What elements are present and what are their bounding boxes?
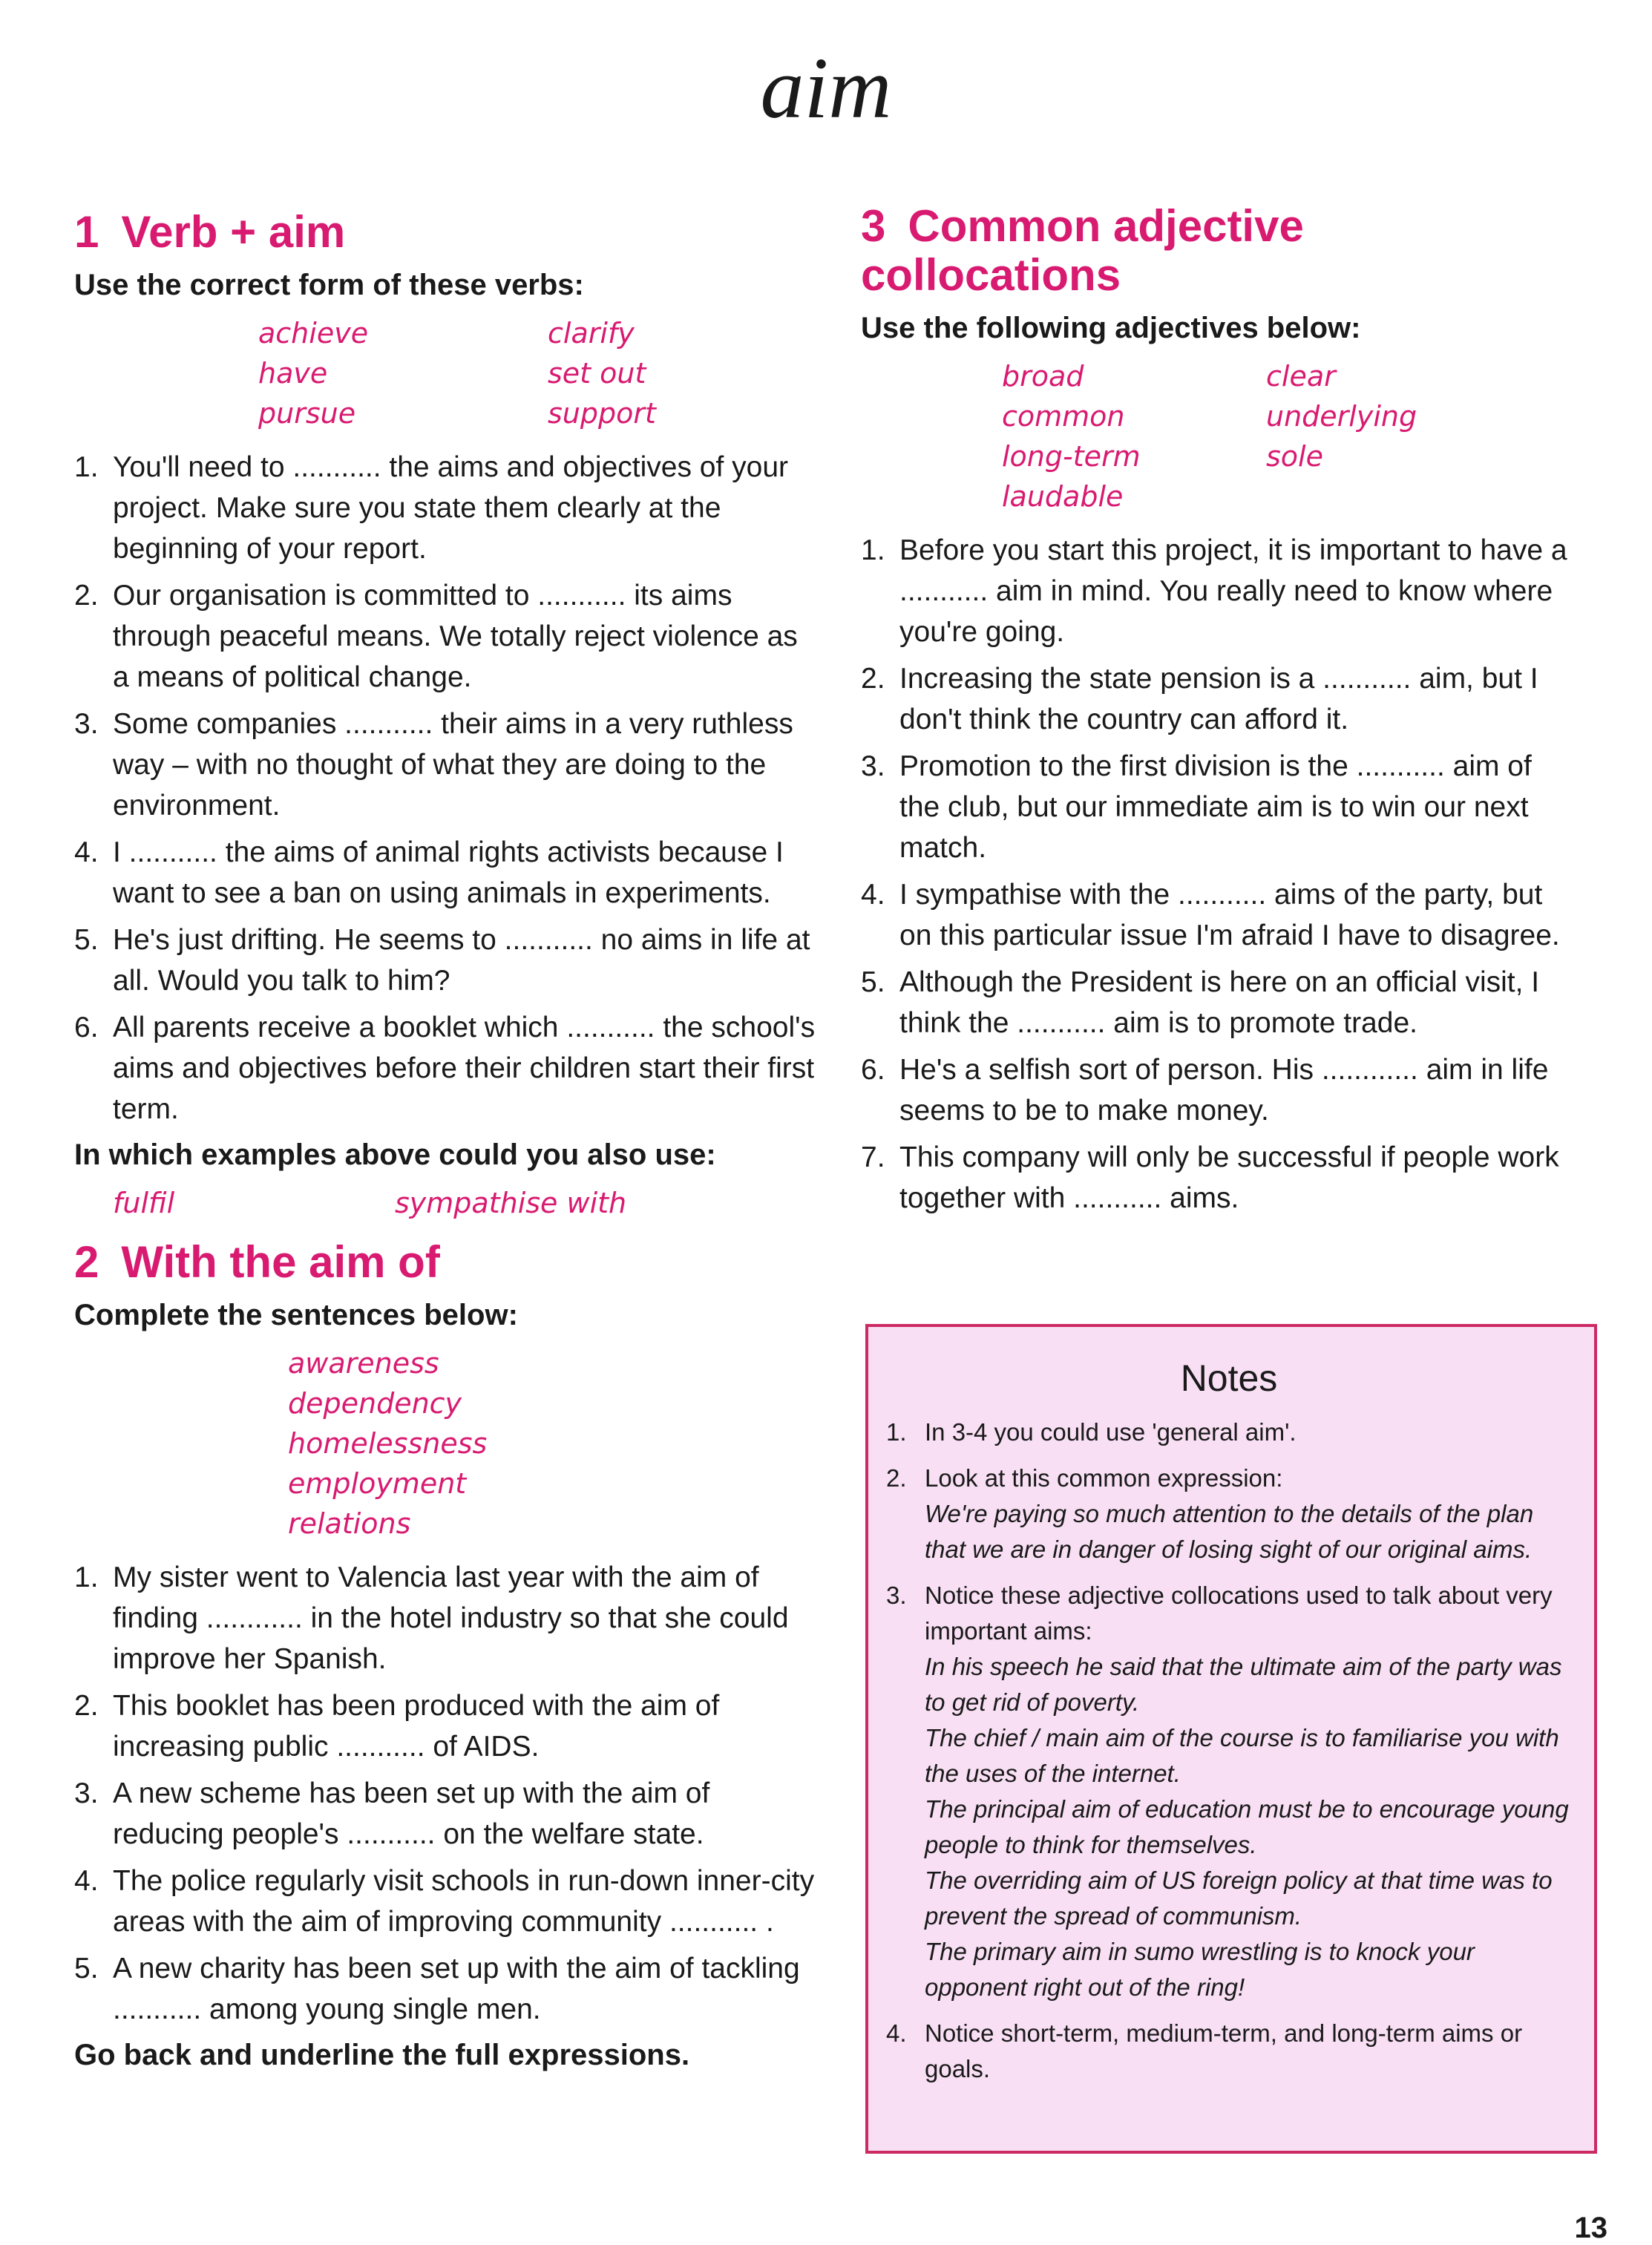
item-number: 5. <box>74 1953 99 1985</box>
page-title: aim <box>760 39 892 137</box>
extra-question: In which examples above could you also use: <box>74 1138 716 1171</box>
section-instruction: Use the following adjectives below: <box>861 312 1361 344</box>
section-verb-aim <box>74 208 816 1223</box>
item-number: 1. <box>861 534 885 566</box>
exercise-item <box>74 920 816 1001</box>
item-number: 1. <box>74 1561 99 1593</box>
exercise-item <box>74 1007 816 1130</box>
page-number: 13 <box>1574 2212 1607 2244</box>
section-1-heading <box>74 208 816 257</box>
section-title: Verb + aim <box>121 207 346 257</box>
note-example: The chief / main aim of the course is to familiarise you with the uses of the internet. <box>925 1724 1559 1787</box>
right-column <box>861 202 1573 1225</box>
word-bank <box>288 1343 816 1544</box>
item-text: You'll need to ........... the aims and objectives of your project. Make sure you state them clearly at the beginning of your report. <box>113 451 789 565</box>
item-number: 2. <box>74 580 99 612</box>
exercise-item <box>861 962 1573 1043</box>
item-number: 5. <box>861 966 885 998</box>
item-number: 3. <box>886 1582 907 1609</box>
note-item <box>886 1578 1572 2005</box>
word-bank-item: relations <box>288 1507 411 1540</box>
item-text: He's just drifting. He seems to ........... no aims in life at all. Would you talk to him? <box>113 924 810 997</box>
exercise-item <box>861 658 1573 740</box>
extra-word-bank <box>113 1183 816 1223</box>
item-number: 4. <box>74 836 99 868</box>
left-column <box>74 208 816 2083</box>
item-number: 5. <box>74 924 99 956</box>
section-instruction: Use the correct form of these verbs: <box>74 269 584 301</box>
note-text: Notice short-term, medium-term, and long-term aims or goals. <box>925 2019 1523 2082</box>
exercise-item <box>74 1773 816 1855</box>
note-item <box>886 2016 1572 2087</box>
closing-instruction: Go back and underline the full expressions. <box>74 2039 690 2071</box>
note-text: Notice these adjective collocations used to talk about very important aims: <box>925 1582 1553 1645</box>
item-number: 4. <box>886 2019 907 2047</box>
word-bank-item: have <box>258 357 328 390</box>
item-text: I ........... the aims of animal rights activists because I want to see a ban on using animals in experiments. <box>113 836 784 909</box>
item-text: Our organisation is committed to ........... its aims through peaceful means. We totally reject violence as a means of political change. <box>113 580 798 693</box>
exercise-item <box>74 575 816 698</box>
item-number: 6. <box>74 1012 99 1043</box>
word-bank-item: laudable <box>1002 480 1124 513</box>
exercise-item <box>861 1049 1573 1131</box>
word-bank-item: sole <box>1266 440 1323 473</box>
section-title: Common adjective collocations <box>861 201 1304 300</box>
item-number: 4. <box>74 1865 99 1897</box>
word-bank-item: clarify <box>548 317 635 350</box>
item-text: Increasing the state pension is a ........... aim, but I don't think the country can afford it. <box>899 663 1538 735</box>
exercise-list <box>861 530 1573 1219</box>
item-text: This company will only be successful if people work together with ........... aims. <box>899 1141 1559 1214</box>
note-example: We're paying so much attention to the details of the plan that we are in danger of losing sight of our original aims. <box>925 1500 1534 1563</box>
item-number: 4. <box>861 879 885 911</box>
note-example: The principal aim of education must be to encourage young people to think for themselves. <box>925 1795 1569 1858</box>
item-text: Promotion to the first division is the ........... aim of the club, but our immediate aim is to win our next match. <box>899 750 1532 864</box>
item-text: A new charity has been set up with the aim of tackling ........... among young single men. <box>113 1953 800 2025</box>
item-text: I sympathise with the ........... aims of the party, but on this particular issue I'm afraid I have to disagree. <box>899 879 1560 951</box>
note-text: In 3-4 you could use 'general aim'. <box>925 1418 1297 1446</box>
item-text: All parents receive a booklet which ........... the school's aims and objectives before their children start their first term. <box>113 1012 816 1125</box>
item-text: Although the President is here on an official visit, I think the ........... aim is to promote trade. <box>899 966 1540 1039</box>
exercise-list <box>74 447 816 1130</box>
exercise-item <box>74 447 816 569</box>
word-bank-item: common <box>1002 400 1125 433</box>
section-title: With the aim of <box>121 1237 440 1287</box>
item-text: This booklet has been produced with the aim of increasing public ........... of AIDS. <box>113 1690 720 1763</box>
item-number: 1. <box>74 451 99 483</box>
item-number: 2. <box>74 1690 99 1722</box>
item-number: 2. <box>886 1464 907 1492</box>
item-number: 7. <box>861 1141 885 1173</box>
word-bank-item: employment <box>288 1467 467 1500</box>
exercise-item <box>74 1685 816 1767</box>
exercise-item <box>74 832 816 914</box>
item-text: My sister went to Valencia last year with the aim of finding ............ in the hotel industry so that she could improve her Spanish. <box>113 1561 789 1675</box>
section-2-heading <box>74 1238 816 1287</box>
exercise-item <box>74 1861 816 1942</box>
item-text: He's a selfish sort of person. His ............ aim in life seems to be to make money. <box>899 1054 1549 1127</box>
section-3-heading <box>861 202 1573 300</box>
item-number: 3. <box>861 750 885 782</box>
word-bank-item: underlying <box>1266 400 1417 433</box>
exercise-list <box>74 1557 816 2030</box>
item-number: 2. <box>861 663 885 695</box>
word-bank-item: support <box>548 397 656 430</box>
word-bank-item: fulfil <box>113 1187 175 1219</box>
note-example: The primary aim in sumo wrestling is to knock your opponent right out of the ring! <box>925 1938 1475 2001</box>
note-item <box>886 1415 1572 1450</box>
word-bank-item: broad <box>1002 360 1084 393</box>
item-number: 3. <box>74 708 99 740</box>
exercise-item <box>861 874 1573 956</box>
notes-title: Notes <box>1180 1357 1278 1399</box>
note-example: In his speech he said that the ultimate aim of the party was to get rid of poverty. <box>925 1653 1562 1716</box>
word-bank-item: sympathise with <box>395 1187 627 1219</box>
item-text: Before you start this project, it is important to have a ........... aim in mind. You really need to know where you're going. <box>899 534 1567 648</box>
note-text: Look at this common expression: <box>925 1464 1283 1492</box>
exercise-item <box>861 530 1573 652</box>
word-bank-item: dependency <box>288 1387 462 1420</box>
item-number: 1. <box>886 1418 907 1446</box>
notes-list <box>886 1415 1572 2087</box>
section-with-the-aim-of <box>74 1238 816 2074</box>
word-bank-item: clear <box>1266 360 1336 393</box>
note-item <box>886 1461 1572 1567</box>
word-bank <box>258 313 816 433</box>
word-bank-item: pursue <box>258 397 356 430</box>
word-bank-item: homelessness <box>288 1427 488 1460</box>
item-text: A new scheme has been set up with the aim of reducing people's ........... on the welfare state. <box>113 1777 710 1850</box>
note-example: The overriding aim of US foreign policy at that time was to prevent the spread of communism. <box>925 1867 1553 1930</box>
section-instruction: Complete the sentences below: <box>74 1299 518 1331</box>
word-bank-item: set out <box>548 357 646 390</box>
word-bank-item: long-term <box>1002 440 1141 473</box>
item-text: Some companies ........... their aims in a very ruthless way – with no thought of what they are doing to the environment. <box>113 708 793 822</box>
notes-box <box>865 1324 1597 2154</box>
item-number: 3. <box>74 1777 99 1809</box>
section-number: 3 <box>861 201 886 251</box>
word-bank-item: awareness <box>288 1347 439 1380</box>
section-number: 2 <box>74 1237 99 1287</box>
section-number: 1 <box>74 207 99 257</box>
exercise-item <box>74 704 816 826</box>
exercise-item <box>74 1557 816 1679</box>
exercise-item <box>74 1948 816 2030</box>
word-bank <box>1002 356 1573 517</box>
word-bank-item: achieve <box>258 317 369 350</box>
item-number: 6. <box>861 1054 885 1086</box>
exercise-item <box>861 746 1573 868</box>
exercise-item <box>861 1137 1573 1219</box>
item-text: The police regularly visit schools in run-down inner-city areas with the aim of improving community ........... . <box>113 1865 815 1938</box>
